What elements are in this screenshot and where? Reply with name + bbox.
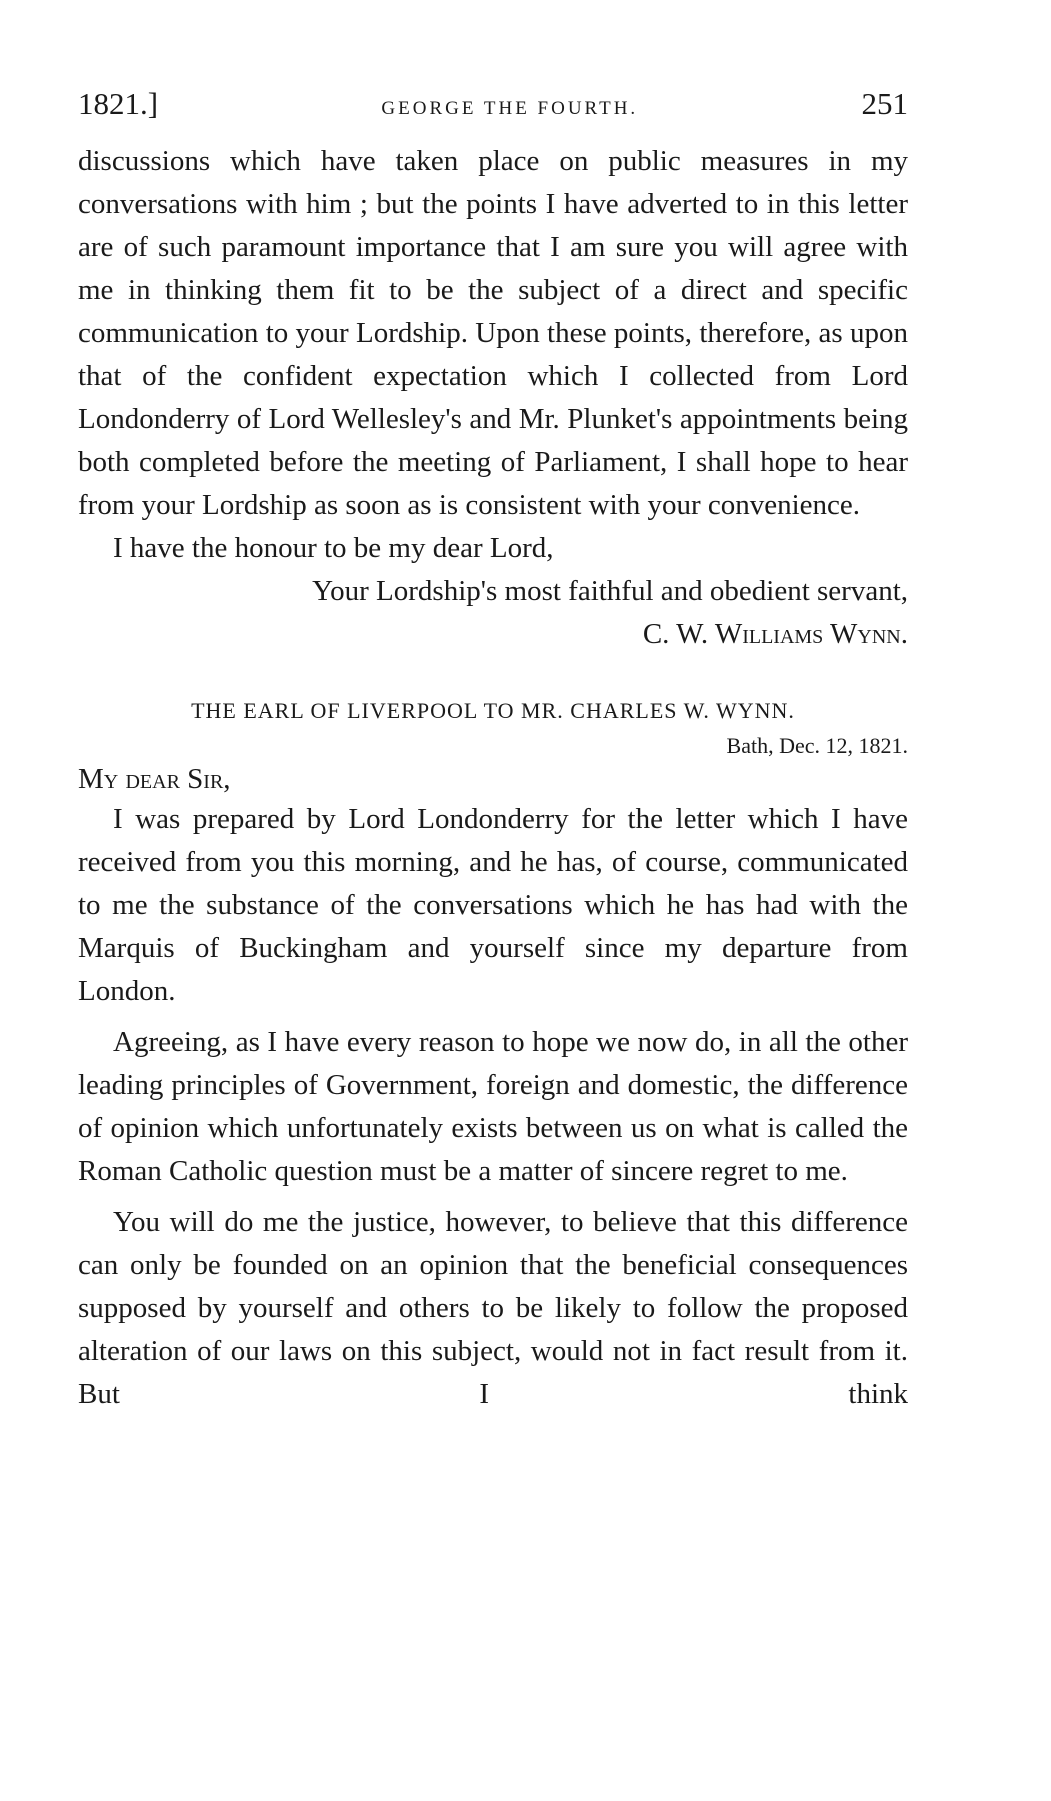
closing-servant-line: Your Lordship's most faithful and obedient servant,	[312, 575, 908, 607]
running-title: GEORGE THE FOURTH.	[381, 98, 639, 119]
letter-heading: THE EARL OF LIVERPOOL TO MR. CHARLES W. WYNN.	[191, 698, 795, 723]
header-year: 1821.]	[78, 86, 159, 121]
letter-salutation: My dear Sir,	[78, 763, 231, 795]
letter-paragraph: Agreeing, as I have every reason to hope we now do, in all the other leading principles of Government, foreign and domestic, the difference of opinion which unfortunately exists between us on what is called the Roman Catholic question must be a matter of sincere regret to me.	[78, 1026, 908, 1187]
signature: C. W. Williams Wynn.	[642, 618, 908, 650]
continuation-paragraph: discussions which have taken place on public measures in my conversations with him ; but the points I have adverted to in this letter are of such paramount importance that I am sure you will agree with me in thinking them fit to be the subject of a direct and specific communication to your Lordship. Upon these points, therefore, as upon that of the confident expectation which I collected from Lord Londonderry of Lord Wellesley's and Mr. Plunket's appointments being both completed before the meeting of Parliament, I shall hope to hear from your Lordship as soon as is consistent with your convenience.	[78, 145, 908, 521]
page-number: 251	[861, 86, 908, 121]
letter-dateline: Bath, Dec. 12, 1821.	[726, 733, 908, 758]
letter-paragraph: You will do me the justice, however, to believe that this difference can only be founded on an opinion that the beneficial consequences supposed by yourself and others to be likely to follow the proposed alteration of our laws on this subject, would not in fact result from it. But I think	[78, 1206, 908, 1410]
book-page	[78, 86, 908, 1416]
page-header	[78, 86, 908, 122]
letter-paragraph: I was prepared by Lord Londonderry for the letter which I have received from you this morning, and he has, of course, communicated to me the substance of the conversations which he has had with the Marquis of Buckingham and yourself since my departure from London.	[78, 803, 908, 1007]
closing-line: I have the honour to be my dear Lord,	[113, 532, 554, 564]
